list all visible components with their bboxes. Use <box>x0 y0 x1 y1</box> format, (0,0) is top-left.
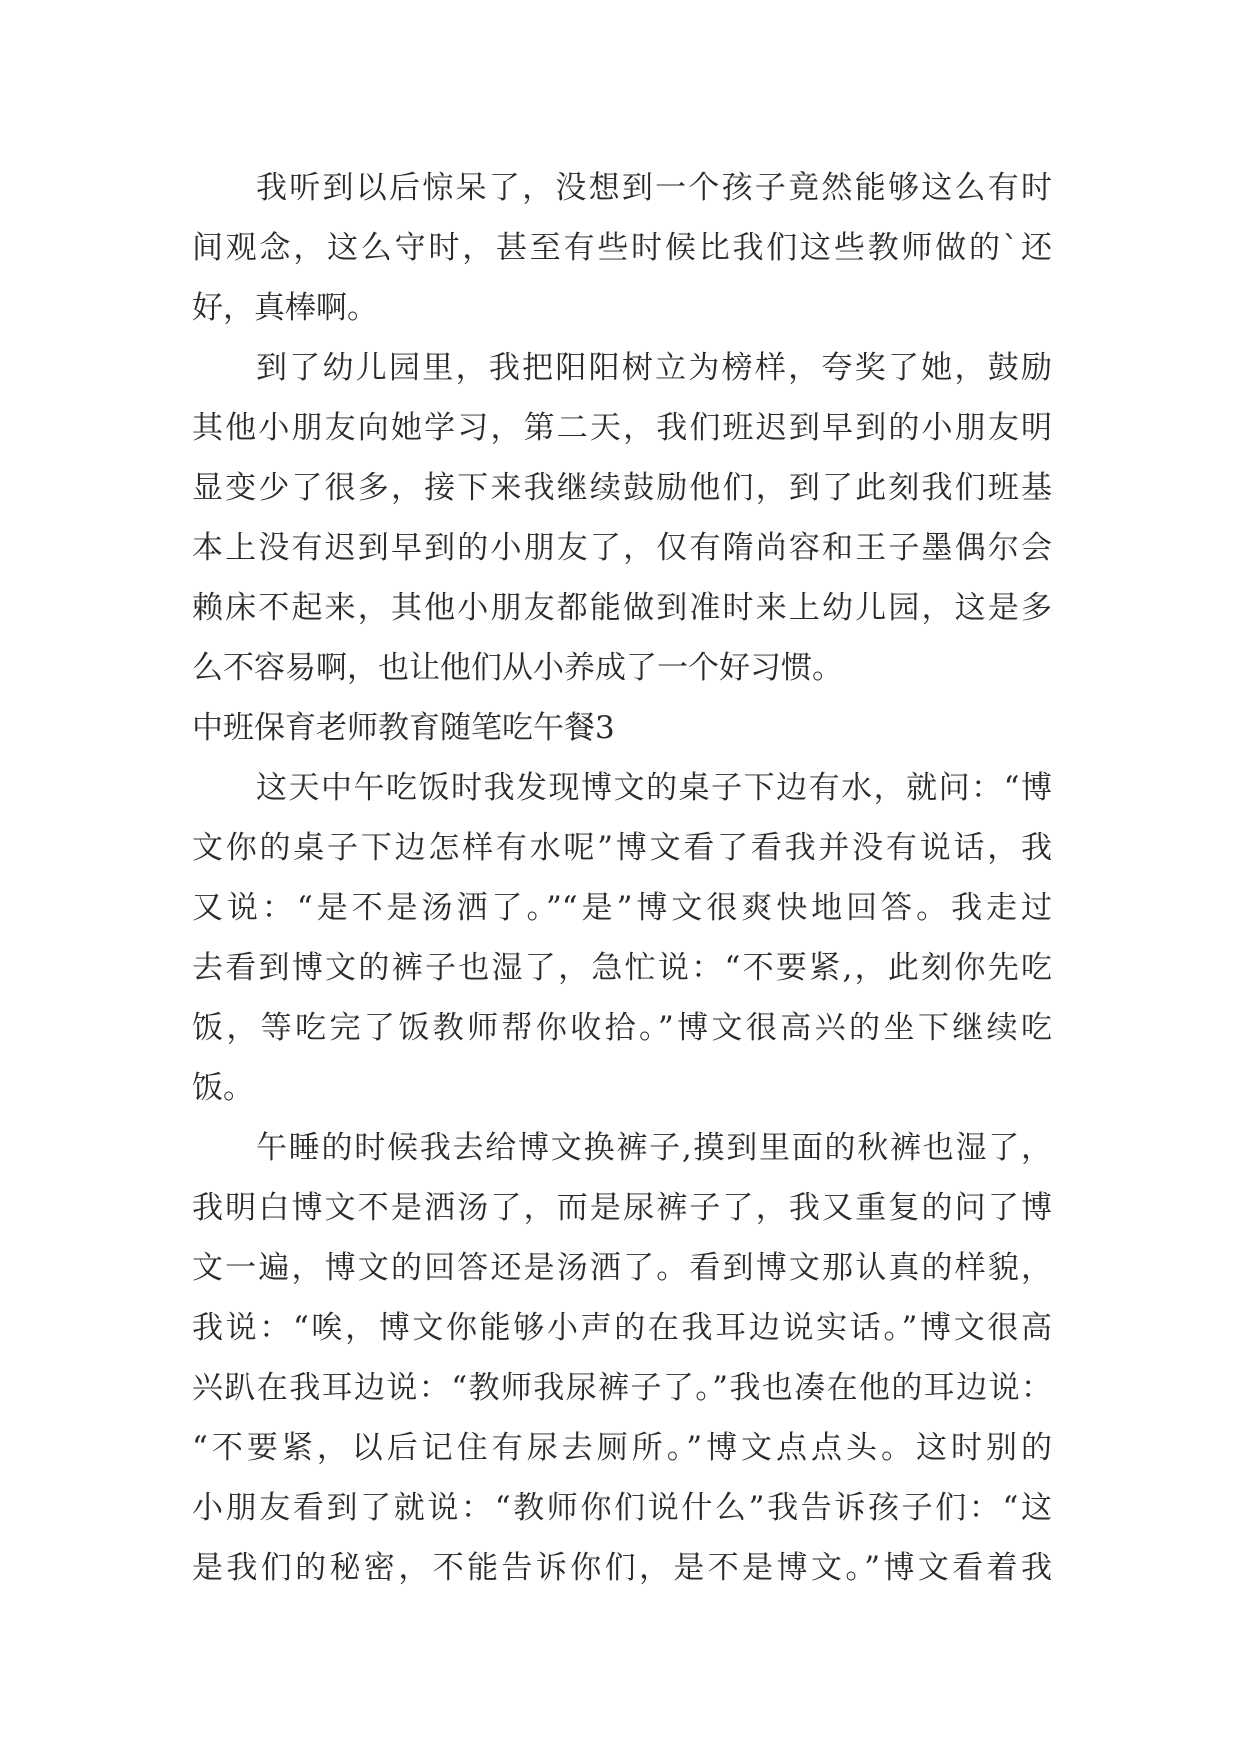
text-line: 去看到博文的裤子也湿了，急忙说：“不要紧,，此刻你先吃 <box>192 950 1052 986</box>
text-line: 小朋友看到了就说：“教师你们说什么”我告诉孩子们：“这 <box>192 1490 1052 1526</box>
text-line: 我听到以后惊呆了，没想到一个孩子竟然能够这么有时 <box>256 170 1052 206</box>
text-line: 其他小朋友向她学习，第二天，我们班迟到早到的小朋友明 <box>192 410 1052 446</box>
text-line: 赖床不起来，其他小朋友都能做到准时来上幼儿园，这是多 <box>192 590 1052 626</box>
text-line: 本上没有迟到早到的小朋友了，仅有隋尚容和王子墨偶尔会 <box>192 530 1052 566</box>
text-line: 我说：“唉，博文你能够小声的在我耳边说实话。”博文很高 <box>192 1310 1052 1346</box>
text-line: 文一遍，博文的回答还是汤洒了。看到博文那认真的样貌， <box>192 1250 1052 1286</box>
text-line: 显变少了很多，接下来我继续鼓励他们，到了此刻我们班基 <box>192 470 1052 506</box>
text-line: 间观念，这么守时，甚至有些时候比我们这些教师做的`还 <box>192 230 1052 266</box>
text-line: 这天中午吃饭时我发现博文的桌子下边有水，就问：“博 <box>256 770 1052 806</box>
document-page <box>192 158 1052 1598</box>
text-line: “不要紧，以后记住有尿去厕所。”博文点点头。这时别的 <box>192 1430 1052 1466</box>
text-line: 我明白博文不是洒汤了，而是尿裤子了，我又重复的问了博 <box>192 1190 1052 1226</box>
text-line: 文你的桌子下边怎样有水呢”博文看了看我并没有说话，我 <box>192 830 1052 866</box>
text-line: 到了幼儿园里，我把阳阳树立为榜样，夸奖了她，鼓励 <box>256 350 1052 386</box>
text-line: 又说：“是不是汤洒了。”“是”博文很爽快地回答。我走过 <box>192 890 1052 926</box>
text-line: 饭。 <box>192 1070 254 1106</box>
text-line: 兴趴在我耳边说：“教师我尿裤子了。”我也凑在他的耳边说： <box>192 1370 1052 1406</box>
text-line: 午睡的时候我去给博文换裤子,摸到里面的秋裤也湿了， <box>256 1130 1052 1166</box>
section-heading: 中班保育老师教育随笔吃午餐3 <box>192 710 615 746</box>
text-line: 是我们的秘密，不能告诉你们，是不是博文。”博文看着我 <box>192 1550 1052 1586</box>
text-line: 么不容易啊，也让他们从小养成了一个好习惯。 <box>192 650 843 686</box>
text-line: 好，真棒啊。 <box>192 290 378 326</box>
text-line: 饭，等吃完了饭教师帮你收拾。”博文很高兴的坐下继续吃 <box>192 1010 1052 1046</box>
